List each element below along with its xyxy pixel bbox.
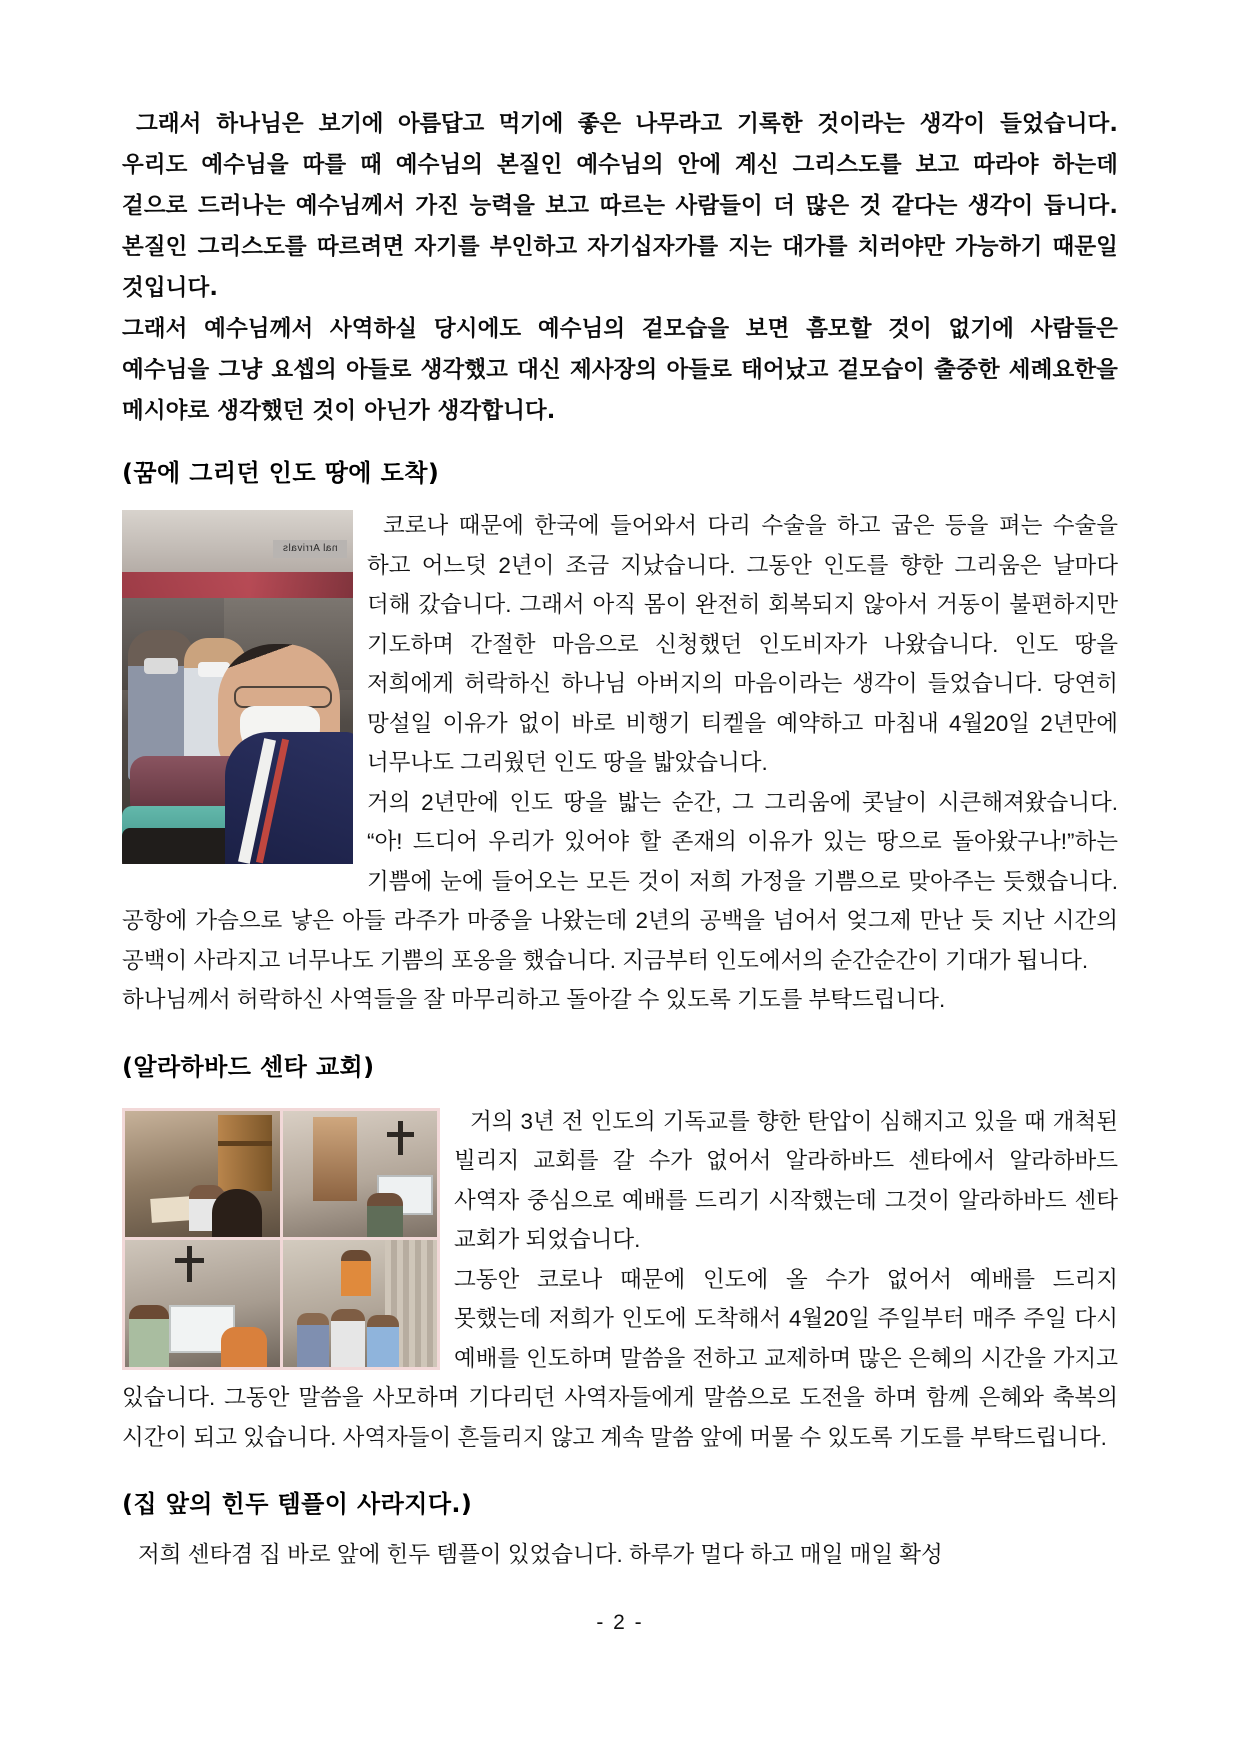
arrival-paragraph-3: 하나님께서 허락하신 사역들을 잘 마무리하고 돌아갈 수 있도록 기도를 부탁드립니다. <box>122 987 946 1012</box>
intro-paragraph-2: 그래서 예수님께서 사역하실 당시에도 예수님의 겉모습을 보면 흠모할 것이 없기에 사람들은 예수님을 그냥 요셉의 아들로 생각했고 대신 제사장의 아들로 태어났고 겉모습이 출중한 세례요한을 메시야로 생각했던 것이 아닌가 생각합니다. <box>122 316 1118 424</box>
intro-block <box>122 104 1118 432</box>
airport-photo <box>122 510 353 864</box>
arrival-paragraph-1-text: 코로나 때문에 한국에 들어와서 다리 수술을 하고 굽은 등을 펴는 수술을 하고 어느덧 2년이 조금 지났습니다. 그동안 인도를 향한 그리움은 날마다 더해 갔습니다. 그래서 아직 몸이 완전히 회복되지 않아서 거동이 불편하지만 기도하며 간절한 마음으로 신청했던 인도비자가 나왔습니다. 인도 땅을 저희에게 허락하신 하나님 아버지의 마음이라는 생각이 들었습니다. 당연히 망설일 이유가 없이 바로 비행기 티켙을 예약하고 마침내 4월20일 2년만에 너무나도 그리웠던 인도 땅을 밟았습니다. <box>367 513 1118 775</box>
church-paragraph-1-text: 거의 3년 전 인도의 기독교를 향한 탄압이 심해지고 있을 때 개척된 빌리지 교회를 갈 수가 없어서 알라하바드 센타에서 알라하바드 사역자 중심으로 예배를 드리기 시작했는데 그것이 알라하바드 센타 교회가 되었습니다. <box>454 1108 1118 1252</box>
section-temple-heading: (집 앞의 힌두 템플이 사라지다.) <box>122 1490 473 1518</box>
airport-sign-text: nal Arrivals <box>273 540 347 558</box>
church-photo-1 <box>125 1111 280 1238</box>
church-photo-4 <box>283 1240 438 1367</box>
section-temple <box>122 1487 1118 1575</box>
intro-text-bold: 보기에 아름답고 먹기에 좋은 나무 <box>318 111 679 137</box>
church-paragraph-2: 그동안 코로나 때문에 인도에 올 수가 없어서 예배를 드리지 못했는데 저희가 인도에 도착해서 4월20일 주일부터 매주 주일 다시 예배를 인도하며 말씀을 전하고 교제하며 많은 은혜의 시간을 가지고 있습니다. 그동안 말씀을 사모하며 기다리던 사역자들에게 말씀으로 도전을 하며 함께 은혜와 축복의 시간이 되고 있습니다. 사역자들이 흔들리지 않고 계속 말씀 앞에 머물 수 있도록 기도를 부탁드립니다. <box>122 1266 1118 1450</box>
section-arrival-heading: (꿈에 그리던 인도 땅에 도착) <box>122 459 440 487</box>
section-church-heading: (알라하바드 센타 교회) <box>122 1052 375 1081</box>
church-photo-3 <box>125 1240 280 1367</box>
church-photo-2 <box>283 1111 438 1238</box>
arrival-paragraph-2: 거의 2년만에 인도 땅을 밟는 순간, 그 그리움에 콧날이 시큰해져왔습니다. “아! 드디어 우리가 있어야 할 존재의 이유가 있는 땅으로 돌아왔구나!”하는 기쁨에 눈에 들어오는 모든 것이 저희 가정을 기쁨으로 맞아주는 듯했습니다. 공항에 가슴으로 낳은 아들 라주가 마중을 나왔는데 2년의 공백을 넘어서 엊그제 만난 듯 지난 시간의 공백이 사라지고 너무나도 기쁨의 포옹을 했습니다. 지금부터 인도에서의 순간순간이 기대가 됩니다. <box>122 789 1118 973</box>
church-photo-grid <box>122 1108 440 1370</box>
intro-text-pre: 그래서 하나님은 <box>136 111 319 137</box>
intro-paragraph-1 <box>122 104 1118 309</box>
section-arrival <box>122 456 1118 1020</box>
intro-text-post: 라고 기록한 것이라는 생각이 들었습니다. 우리도 예수님을 따를 때 예수님의 본질인 예수님의 안에 계신 그리스도를 보고 따라야 하는데 겉으로 드러나는 예수님께서 가진 능력을 보고 따르는 사람들이 더 많은 것 같다는 생각이 듭니다. 본질인 그리스도를 따르려면 자기를 부인하고 자기십자가를 지는 대가를 치러야만 가능하기 때문일 것입니다. <box>122 111 1119 301</box>
section-church <box>122 1050 1118 1458</box>
temple-paragraph-1 <box>122 1535 1118 1575</box>
temple-paragraph-1-text: 저희 센타겸 집 바로 앞에 힌두 템플이 있었습니다. 하루가 멀다 하고 매일 매일 확성 <box>138 1542 943 1567</box>
page-number: - 2 - <box>596 1611 644 1634</box>
